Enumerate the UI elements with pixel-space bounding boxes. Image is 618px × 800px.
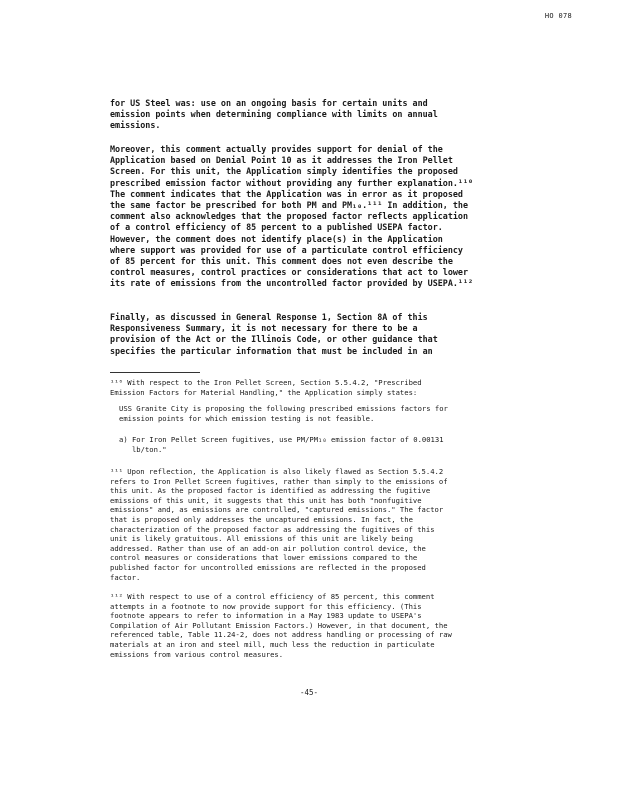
page-number: -45- <box>299 688 319 697</box>
footnote-112: ¹¹² With respect to use of a control efficiency of 85 percent, this comment attempts in a footnote to now provide support for this efficiency. (This footnote appears to refer to information in a May 1983 update to USEPA's Compilation of Air Pollutant Emission Factors.) However, in that document, the referenced table, Table 11.24-2, does not address handling or processing of raw materials at an iron and steel mill, much less the reduction in particulate emissions from various control measures. <box>110 592 452 659</box>
document-id: HO 078 <box>544 12 572 20</box>
paragraph-finally: Finally, as discussed in General Response 1, Section 8A of this Responsiveness Summary, it is not necessary for there to be a provision of the Act or the Illinois Code, or other guidance that specifies the particular information that must be included in an <box>110 312 438 356</box>
footnote-separator <box>110 372 200 373</box>
paragraph-continuation: for US Steel was: use on an ongoing basis for certain units and emission points when determining compliance with limits on annual emissions. <box>110 98 438 131</box>
footnote-110: ¹¹⁰ With respect to the Iron Pellet Screen, Section 5.5.4.2, "Prescribed Emission Factors for Material Handling," the Application simply states: <box>110 378 422 397</box>
footnote-110-item: a) For Iron Pellet Screen fugitives, use PM/PM₁₀ emission factor of 0.00131 lb/ton." <box>119 435 444 454</box>
paragraph-iron-pellet-screen: Moreover, this comment actually provides support for denial of the Application based on Denial Point 10 as it addresses the Iron Pellet Screen. For this unit, the Application simply identifies the proposed prescribed emission factor without providing any further explanation.¹¹⁰ The comment indicates that the Application was in error as it proposed the same factor be prescribed for both PM and PM₁₀.¹¹¹ In addition, the comment also acknowledges that the proposed factor reflects application of a control efficiency of 85 percent to a published USEPA factor. However, the comment does not identify place(s) in the Application where support was provided for use of a particulate control efficiency of 85 percent for this unit. This comment does not even describe the control measures, control practices or considerations that act to lower its rate of emissions from the uncontrolled factor provided by USEPA.¹¹² <box>110 144 474 289</box>
footnote-110-quote: USS Granite City is proposing the following prescribed emissions factors for emission points for which emission testing is not feasible. <box>119 404 448 423</box>
footnote-111: ¹¹¹ Upon reflection, the Application is also likely flawed as Section 5.5.4.2 refers to Iron Pellet Screen fugitives, rather than simply to the emissions of this unit. As the proposed factor is identified as addressing the fugitive emissions of this unit, it suggests that this unit has both "nonfugitive emissions" and, as emissions are controlled, "captured emissions." The factor that is proposed only addresses the uncaptured emissions. In fact, the characterization of the proposed factor as addressing the fugitives of this unit is likely gratuitous. All emissions of this unit are likely being addressed. Rather than use of an add-on air pollution control device, the control measures or considerations that lower emissions compared to the published factor for uncontrolled emissions are reflected in the proposed factor. <box>110 467 448 582</box>
